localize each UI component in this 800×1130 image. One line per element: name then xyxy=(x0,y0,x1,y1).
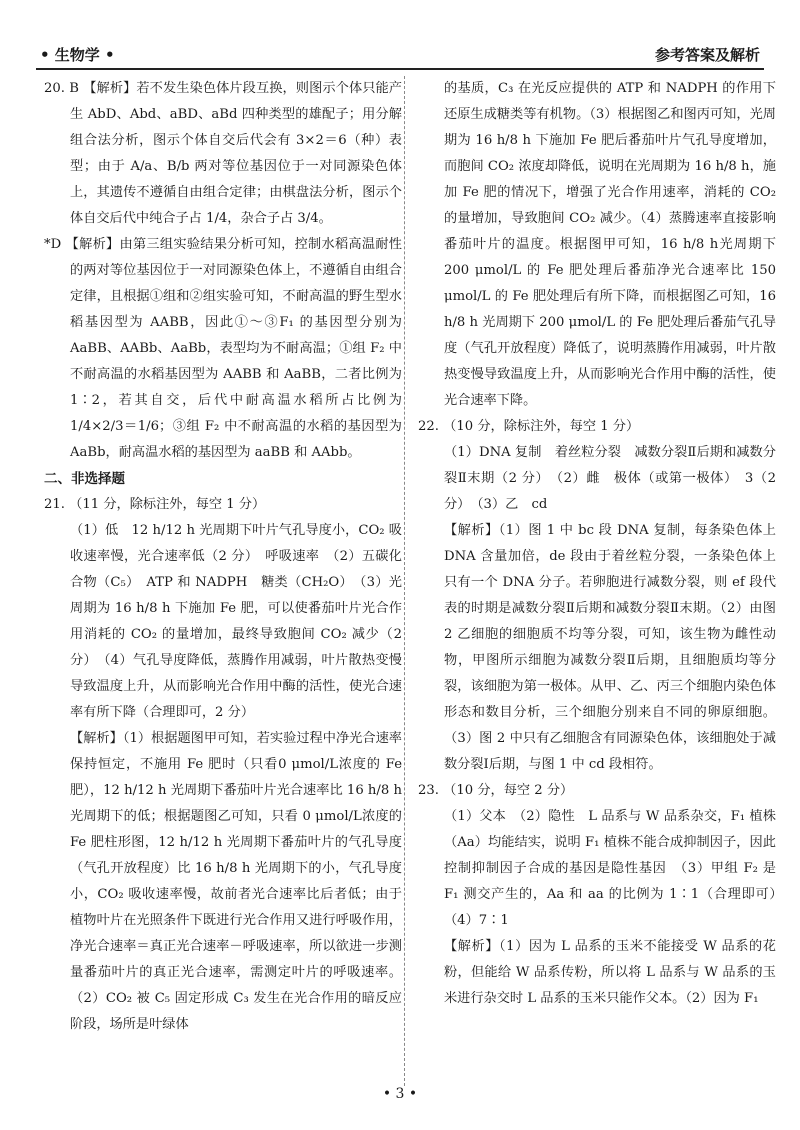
right-column xyxy=(418,76,790,1012)
page-number: • 3 • xyxy=(382,1086,418,1102)
q23-explanation: 【解析】（1）因为 L 品系的玉米不能接受 W 品系的花粉，但能给 W 品系传粉，所以将 L 品系与 W 品系的玉米进行杂交时 L 品系的玉米只能作父本。（2）因为 F₁ xyxy=(444,939,776,1006)
subject-label: • 生物学 • xyxy=(40,46,115,64)
q22-explanation: 【解析】（1）图 1 中 bc 段 DNA 复制，每条染色体上 DNA 含量加倍，de 段由于着丝粒分裂，一条染色体上只有一个 DNA 分子。若卵胞进行减数分裂，则 ef 段代表的时期是减数分裂Ⅱ后期和减数分裂Ⅱ末期。（2）由图 2 乙细胞的细胞质不均等分裂，可知，该生物为雌性动物，甲图所示细胞为减数分裂Ⅱ后期，且细胞质均等分裂，该细胞为第一极体。从甲、乙、丙三个细胞内染色体形态和数目分析，三个细胞分别来自不同的卵原细胞。（3）图 2 中只有乙细胞含有同源染色体，该细胞处于减数分裂Ⅰ后期，与图 1 中 cd 段相符。 xyxy=(444,523,776,772)
q22-heading: 22. （10 分，除标注外，每空 1 分） xyxy=(418,419,640,434)
q23-answer: （1）父本 （2）隐性 L 品系与 W 品系杂交，F₁ 植株（Aa）均能结实，说明 F₁ 植株不能合成抑制因子，因此控制抑制因子合成的基因是隐性基因 （3）甲组 F₂ 是 F₁ 测交产生的，Aa 和 aa 的比例为 1∶1（合理即可） （4）7∶1 xyxy=(444,809,790,928)
header-title: 参考答案及解析 xyxy=(654,46,760,64)
q23-heading: 23. （10 分，每空 2 分） xyxy=(418,783,574,798)
q21-heading: 21. （11 分，除标注外，每空 1 分） xyxy=(44,497,266,512)
q22-answer: （1）DNA 复制 着丝粒分裂 减数分裂Ⅱ后期和减数分裂Ⅱ末期（2 分） （2）雌 极体（或第一极体） 3（2 分） （3）乙 cd xyxy=(444,445,776,512)
page-header xyxy=(36,36,764,70)
answer-qD: *D 【解析】由第三组实验结果分析可知，控制水稻高温耐性的两对等位基因位于一对同源染色体上，不遵循自由组合定律，且根据①组和②组实验可知，不耐高温的野生型水稻基因型为 AABB，因此①～③F₁ 的基因型分别为 AaBB、AABb、AaBb，表型均为不耐高温；①组 F₂ 中不耐高温的水稻基因型为 AABB 和 AaBB，二者比例为 1∶2，若其自交，后代中耐高温水稻所占比例为 1/4×2/3＝1/6；③组 F₂ 中不耐高温的水稻的基因型为 AaBb，耐高温水稻的基因型为 aaBB 和 AAbb。 xyxy=(44,237,402,460)
answer-q20: 20. B 【解析】若不发生染色体片段互换，则图示个体只能产生 AbD、Abd、aBD、aBd 四种类型的雄配子；用分解组合法分析，图示个体自交后代会有 3×2＝6（种）表型；由于 A/a、B/b 两对等位基因位于一对同源染色体上，其遗传不遵循自由组合定律；由棋盘法分析，图示个体自交后代中纯合子占 1/4，杂合子占 3/4。 xyxy=(44,81,402,226)
column-divider xyxy=(404,76,405,1086)
q21-answer: （1）低 12 h/12 h 光周期下叶片气孔导度小，CO₂ 吸收速率慢，光合速率低（2 分） 呼吸速率 （2）五碳化合物（C₅） ATP 和 NADPH 糖类（CH₂O） （3）光周期为 16 h/8 h 下施加 Fe 肥，可以使番茄叶片光合作用消耗的 CO₂ 的量增加，最终导致胞间 CO₂ 减少（2 分） （4）气孔导度降低，蒸腾作用减弱，叶片散热变慢导致温度上升，从而影响光合作用中酶的活性，使光合速率有所下降（合理即可，2 分） xyxy=(70,523,402,720)
section-heading: 二、非选择题 xyxy=(44,471,125,487)
left-column xyxy=(44,76,402,1038)
q21-explanation: 【解析】（1）根据题图甲可知，若实验过程中净光合速率保持恒定，不施用 Fe 肥时（只看0 μmol/L浓度的 Fe 肥），12 h/12 h 光周期下番茄叶片光合速率比 16 h/8 h 光周期下的低；根据题图乙可知，只看 0 μmol/L浓度的 Fe 肥柱形图，12 h/12 h 光周期下番茄叶片的气孔导度（气孔开放程度）比 16 h/8 h 光周期下的小，气孔导度小，CO₂ 吸收速率慢，故前者光合速率比后者低；由于植物叶片在光照条件下既进行光合作用又进行呼吸作用，净光合速率＝真正光合速率－呼吸速率，所以欲进一步测量番茄叶片的真正光合速率，需测定叶片的呼吸速率。（2）CO₂ 被 C₅ 固定形成 C₃ 发生在光合作用的暗反应阶段，场所是叶绿体 xyxy=(70,731,402,1032)
q21-explanation-cont: 的基质，C₃ 在光反应提供的 ATP 和 NADPH 的作用下还原生成糖类等有机物。（3）根据图乙和图丙可知，光周期为 16 h/8 h 下施加 Fe 肥后番茄叶片气孔导度增加，而胞间 CO₂ 浓度却降低，说明在光周期为 16 h/8 h，施加 Fe 肥的情况下，增强了光合作用速率，消耗的 CO₂ 的量增加，导致胞间 CO₂ 减少。（4）蒸腾速率直接影响番茄叶片的温度。根据图甲可知，16 h/8 h光周期下 200 μmol/L 的 Fe 肥处理后番茄净光合速率比 150 μmol/L 的 Fe 肥处理后有所下降，而根据图乙可知，16 h/8 h 光周期下 200 μmol/L 的 Fe 肥处理后番茄气孔导度（气孔开放程度）降低了，说明蒸腾作用减弱，叶片散热变慢导致温度上升，从而影响光合作用中酶的活性，使光合速率下降。 xyxy=(444,81,776,408)
